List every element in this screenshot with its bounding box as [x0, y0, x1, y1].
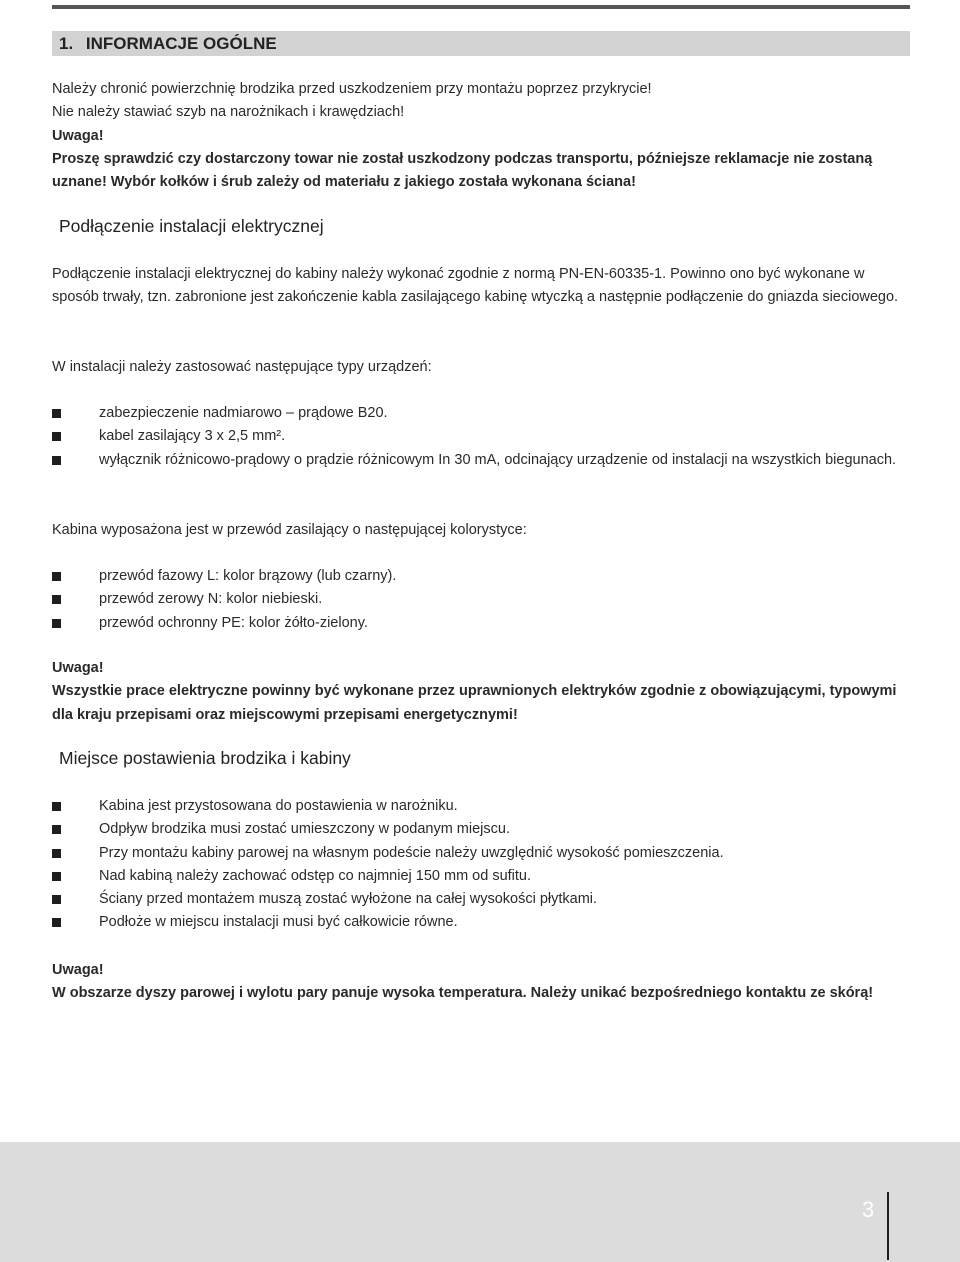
bullet-square-icon — [52, 849, 61, 858]
list-item: Przy montażu kabiny parowej na własnym podeście należy uwzględnić wysokość pomieszczenia. — [52, 842, 910, 865]
placement-warning — [52, 959, 910, 1006]
electrical-warning-text: Wszystkie prace elektryczne powinny być wykonane przez uprawnionych elektryków zgodnie z obowiązującymi, typowymi dla kraju przepisami oraz miejscowymi przepisami energetycznymi! — [52, 683, 897, 723]
bullet-square-icon — [52, 619, 61, 628]
section-number: 1. — [59, 34, 74, 53]
list-item: przewód ochronny PE: kolor żółto-zielony. — [52, 612, 910, 635]
list-item: Kabina jest przystosowana do postawienia w narożniku. — [52, 795, 910, 818]
placement-warning-text: W obszarze dyszy parowej i wylotu pary panuje wysoka temperatura. Należy unikać bezpośredniego kontaktu ze skórą! — [52, 985, 874, 1002]
bullet-square-icon — [52, 918, 61, 927]
section-title: INFORMACJE OGÓLNE — [85, 34, 277, 53]
electrical-text-1: Podłączenie instalacji elektrycznej do kabiny należy wykonać zgodnie z normą PN-EN-60335-1. Powinno ono być wykonane w sposób trwały, tzn. zabronione jest zakończenie kabla zasilającego kabinę wtyczką a następnie podłączenie do gniazda sieciowego. — [52, 266, 899, 306]
bullet-square-icon — [52, 825, 61, 834]
electrical-text-3: Kabina wyposażona jest w przewód zasilający o następującej kolorystyce: — [52, 522, 527, 538]
electrical-warning-label: Uwaga! — [52, 660, 104, 676]
list-item: kabel zasilający 3 x 2,5 mm². — [52, 425, 910, 448]
page-number-divider — [887, 1192, 889, 1260]
bullet-square-icon — [52, 802, 61, 811]
top-divider — [52, 5, 910, 9]
page-footer — [0, 1142, 960, 1262]
bullet-square-icon — [52, 595, 61, 604]
intro-block — [52, 78, 910, 194]
list-item: zabezpieczenie nadmiarowo – prądowe B20. — [52, 402, 910, 425]
bullet-square-icon — [52, 432, 61, 441]
electrical-text-2: W instalacji należy zastosować następujące typy urządzeń: — [52, 359, 432, 375]
list-item: wyłącznik różnicowo-prądowy o prądzie różnicowym In 30 mA, odcinający urządzenie od instalacji na wszystkich biegunach. — [52, 449, 910, 472]
bullet-square-icon — [52, 456, 61, 465]
intro-warning-text: Proszę sprawdzić czy dostarczony towar nie został uszkodzony podczas transportu, późniejsze reklamacje nie zostaną uznane! Wybór kołków i śrub zależy od materiału z jakiego została wykonana ściana! — [52, 150, 873, 191]
placement-heading: Miejsce postawienia brodzika i kabiny — [59, 748, 351, 768]
bullet-square-icon — [52, 409, 61, 418]
list-item: przewód fazowy L: kolor brązowy (lub czarny). — [52, 565, 910, 588]
intro-line-2: Nie należy stawiać szyb na narożnikach i krawędziach! — [52, 104, 405, 121]
electrical-warning — [52, 657, 910, 727]
intro-line-1: Należy chronić powierzchnię brodzika przed uszkodzeniem przy montażu poprzez przykrycie! — [52, 81, 652, 97]
bullet-square-icon — [52, 872, 61, 881]
electrical-paragraph-1 — [52, 263, 910, 310]
list-item: Podłoże w miejscu instalacji musi być całkowicie równe. — [52, 911, 910, 934]
bullet-square-icon — [52, 895, 61, 904]
list-item: Nad kabiną należy zachować odstęp co najmniej 150 mm od sufitu. — [52, 865, 910, 888]
electrical-paragraph-3 — [52, 519, 910, 542]
device-list — [52, 402, 910, 472]
bullet-square-icon — [52, 572, 61, 581]
list-item: Ściany przed montażem muszą zostać wyłożone na całej wysokości płytkami. — [52, 888, 910, 911]
wire-list — [52, 565, 910, 635]
placement-warning-label: Uwaga! — [52, 962, 104, 978]
list-item: Odpływ brodzika musi zostać umieszczony w podanym miejscu. — [52, 818, 910, 841]
electrical-heading: Podłączenie instalacji elektrycznej — [59, 216, 324, 236]
placement-list — [52, 795, 910, 935]
list-item: przewód zerowy N: kolor niebieski. — [52, 588, 910, 611]
electrical-paragraph-2 — [52, 356, 910, 379]
page-number: 3 — [862, 1197, 875, 1222]
intro-warning-label: Uwaga! — [52, 127, 104, 144]
section-header — [52, 31, 910, 56]
